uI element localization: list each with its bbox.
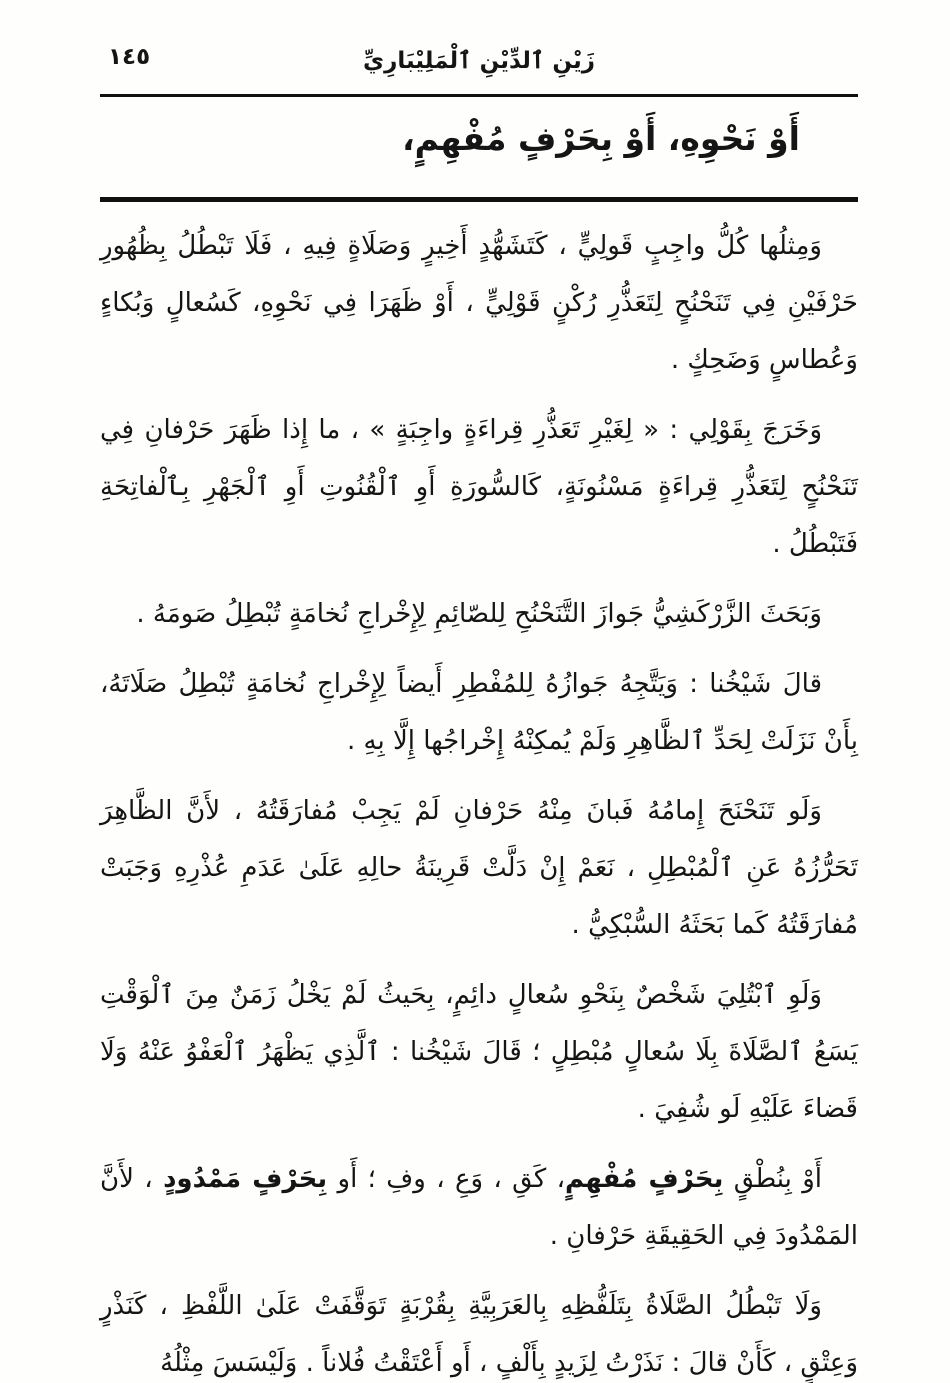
paragraph (100, 402, 858, 573)
paragraph (100, 783, 858, 954)
paragraph-segment: ، كَقِ ، وَعِ ، وفِ ؛ أَو (327, 1164, 565, 1194)
paragraph-segment: بِحَرْفٍ مُفْهِمٍ (564, 1164, 724, 1194)
paragraph-segment: أَوْ بِنُطْقٍ (723, 1164, 823, 1194)
paragraph-segment: وَلَو تَنَحْنَحَ إِمامُهُ فَبانَ مِنْهُ حَرْفانِ لَمْ يَجِبْ مُفارَقَتُهُ ، لأَنَّ الظَّاهِرَ تَحَرُّزُهُ عَنِ ٱلْمُبْطِلِ ، نَعَمْ إِنْ دَلَّتْ قَرِينَةُ حالِهِ عَلَىٰ عَدَمِ عُذْرِهِ وَجَبَتْ مُفارَقَتُهُ كَما بَحَثَهُ السُّبْكِيُّ . (100, 796, 858, 940)
paragraph-segment: ، لأَنَّ المَمْدُودَ فِي الحَقِيقَةِ حَرْفانِ . (100, 1164, 858, 1251)
page-header (100, 38, 858, 84)
page-number: ١٤٥ (108, 44, 151, 70)
body-text (100, 218, 858, 1383)
paragraph (100, 586, 858, 643)
paragraph-segment: قالَ شَيْخُنا : وَيَتَّجِهُ جَوازُهُ لِلمُفْطِرِ أَيضاً لِإِخْراجِ نُخامَةٍ تُبْطِلُ صَلَاتَهُ، بِأَنْ نَزَلَتْ لِحَدِّ ٱلظَّاهِرِ وَلَمْ يُمكِنْهُ إِخْراجُها إِلَّا بِهِ . (100, 669, 858, 756)
paragraph-segment: وَلَا تَبْطُلُ الصَّلَاةُ بِتَلَفُّظِهِ بِالعَرَبِيَّةِ بِقُرْبَةٍ تَوَقَّفَتْ عَلَىٰ اللَّفْظِ ، كَنَذْرٍ وَعِتْقٍ ، كَأَنْ قالَ : نَذَرْتُ لِزَيدٍ بِأَلْفٍ ، أَو أَعْتَقْتُ فُلاناً . وَلَيْسَسَ مِثْلُهُ (100, 1291, 858, 1378)
matn-heading: أَوْ نَحْوِهِ، أَوْ بِحَرْفٍ مُفْهِمٍ، (402, 119, 800, 158)
paragraph (100, 967, 858, 1138)
paragraph (100, 1151, 858, 1265)
paragraph-segment: بِحَرْفٍ مَمْدُودٍ (163, 1164, 328, 1194)
paragraph-segment: وَلَوِ ٱبْتُلِيَ شَخْصٌ بِنَحْوِ سُعالٍ دائِمٍ، بِحَيثُ لَمْ يَخْلُ زَمَنٌ مِنَ ٱلْوَقْتِ يَسَعُ ٱلصَّلَاةَ بِلَا سُعالٍ مُبْطِلٍ ؛ قَالَ شَيْخُنا : ٱلَّذِي يَظْهَرُ ٱلْعَفْوُ عَنْهُ وَلَا قَضاءَ عَلَيْهِ لَو شُفِيَ . (100, 980, 858, 1124)
matn-divider-rule (100, 197, 858, 202)
paragraph (100, 656, 858, 770)
paragraph (100, 218, 858, 389)
paragraph-segment: وَمِثلُها كُلُّ واجِبٍ قَولِيٍّ ، كَتَشَهُّدٍ أَخِيرٍ وَصَلَاةٍ فِيهِ ، فَلَا تَبْطُلُ بِظُهُورِ حَرْفَيْنِ فِي تَنَحْنُحٍ لِتَعَذُّرِ رُكْنٍ قَوْلِيٍّ ، أَوْ ظَهَرَا فِي نَحْوِهِ، كَسُعالٍ وَبُكاءٍ وَعُطاسٍ وَضَحِكٍ . (100, 231, 858, 375)
page-content (100, 0, 858, 1383)
paragraph-segment: وَخَرَجَ بِقَوْلِي : « لِغَيْرِ تَعَذُّرِ قِراءَةٍ واجِبَةٍ » ، ما إِذا ظَهَرَ حَرْفانِ فِي تَنَحْنُحٍ لِتَعَذُّرِ قِراءَةٍ مَسْنُونَةٍ، كَالسُّورَةِ أَوِ ٱلْقُنُوتِ أَوِ ٱلْجَهْرِ بِٱلْفاتِحَةِ فَتَبْطُلُ . (100, 415, 858, 559)
paragraph (100, 1278, 858, 1383)
paragraph-segment: وَبَحَثَ الزَّرْكَشِيُّ جَوازَ التَّنَحْنُحِ لِلصّائِمِ لِإِخْراجِ نُخامَةٍ تُبْطِلُ صَومَهُ . (136, 599, 822, 629)
header-author-title: زَيْنِ ٱلدِّيْنِ ٱلْمَلِيْبَارِيِّ (363, 48, 595, 74)
